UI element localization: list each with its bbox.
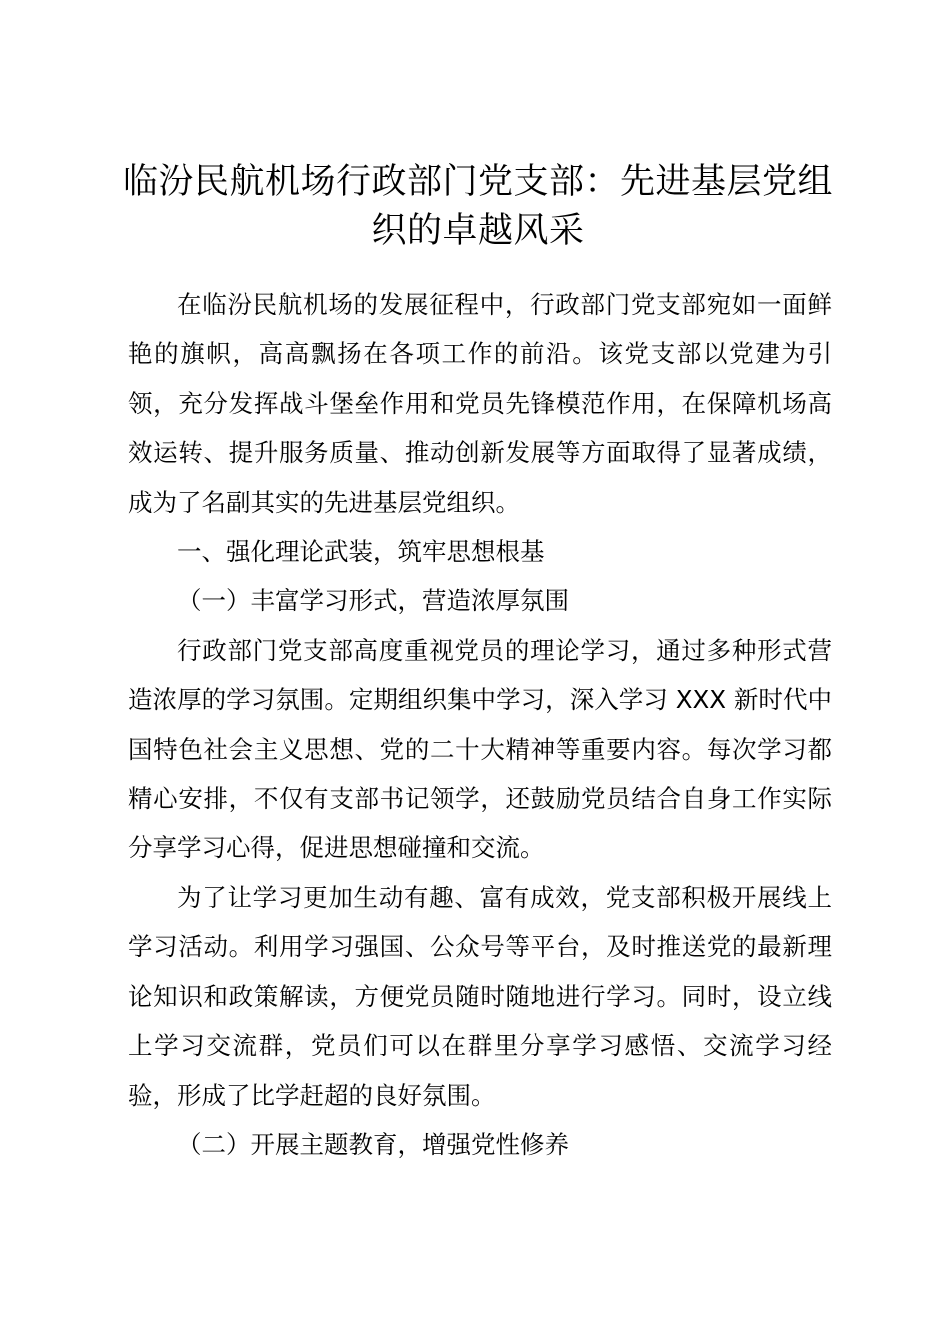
document-title: 临汾民航机场行政部门党支部：先进基层党组织的卓越风采: [122, 162, 833, 251]
paragraph-intro: 在临汾民航机场的发展征程中，行政部门党支部宛如一面鲜艳的旗帜，高高飘扬在各项工作的前沿。该党支部以党建为引领，充分发挥战斗堡垒作用和党员先锋模范作用，在保障机场高效运转、提升服务质量、推动创新发展等方面取得了显著成绩，成为了名副其实的先进基层党组织。: [128, 290, 832, 517]
section-heading-1: 一、强化理论武装，筑牢思想根基: [177, 537, 545, 567]
subsection-heading-1: （一）丰富学习形式，营造浓厚氛围: [177, 586, 569, 616]
subsection-heading-2: （二）开展主题教育，增强党性修养: [177, 1129, 569, 1159]
paragraph-study-1: 行政部门党支部高度重视党员的理论学习，通过多种形式营造浓厚的学习氛围。定期组织集中学习，深入学习 XXX 新时代中国特色社会主义思想、党的二十大精神等重要内容。每次学习都精心安排，不仅有支部书记领学，还鼓励党员结合自身工作实际分享学习心得，促进思想碰撞和交流。: [128, 635, 832, 863]
paragraph-study-2: 为了让学习更加生动有趣、富有成效，党支部积极开展线上学习活动。利用学习强国、公众号等平台，及时推送党的最新理论知识和政策解读，方便党员随时随地进行学习。同时，设立线上学习交流群，党员们可以在群里分享学习感悟、交流学习经验，形成了比学赶超的良好氛围。: [128, 882, 832, 1110]
document-body: [128, 280, 832, 1169]
